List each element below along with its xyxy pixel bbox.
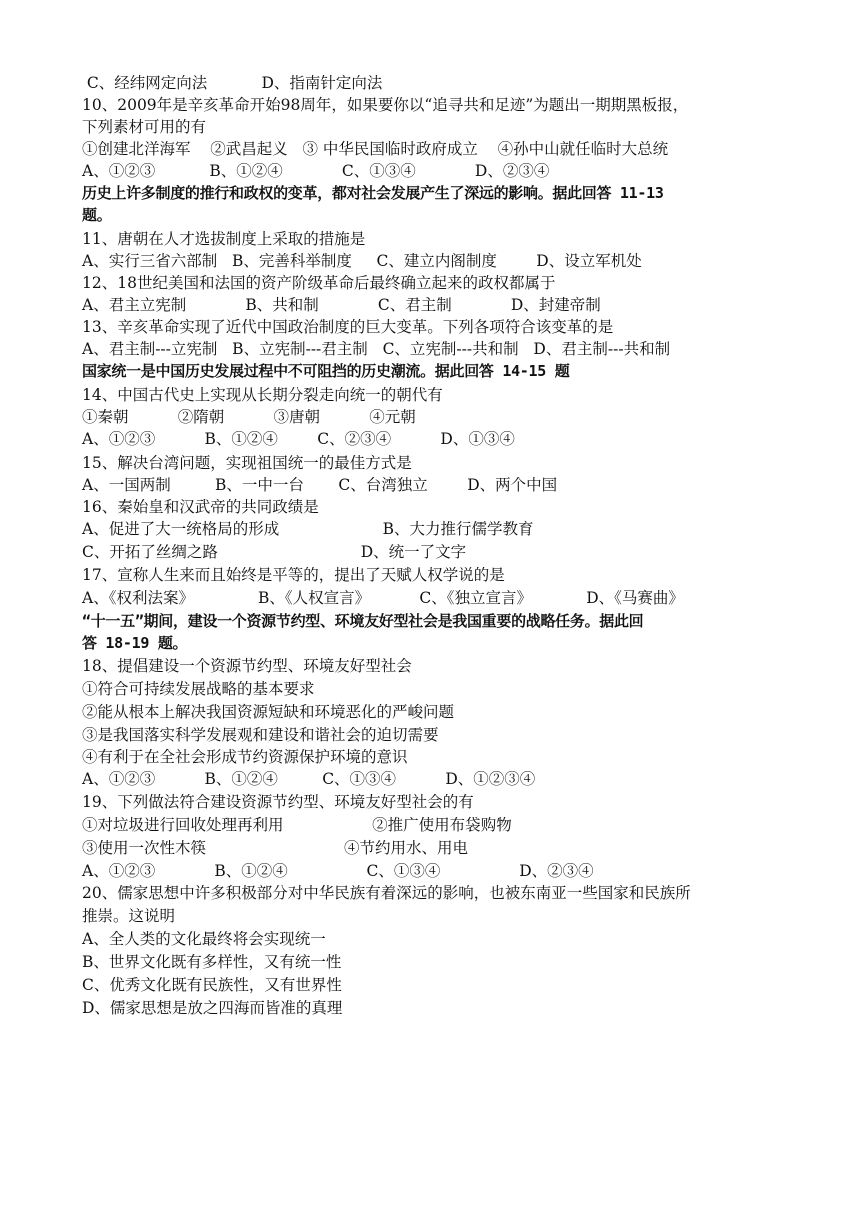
answer-option: A、全人类的文化最终将会实现统一	[82, 930, 326, 948]
question-19: 19、下列做法符合建设资源节约型、环境友好型社会的有	[82, 793, 474, 811]
question-16: 16、秦始皇和汉武帝的共同政绩是	[82, 498, 319, 516]
section-intro: “十一五”期间，建设一个资源节约型、环境友好型社会是我国重要的战略任务。据此回	[82, 612, 644, 630]
question-18: 18、提倡建设一个资源节约型、环境友好型社会	[82, 657, 412, 675]
text-line: 下列素材可用的有	[82, 118, 207, 136]
answer-options: A、一国两制 B、一中一台 C、台湾独立 D、两个中国	[82, 476, 558, 494]
answer-option: D、儒家思想是放之四海而皆准的真理	[82, 999, 343, 1017]
question-14: 14、中国古代史上实现从长期分裂走向统一的朝代有	[82, 386, 443, 404]
text-line: 推崇。这说明	[82, 907, 176, 925]
answer-options: C、开拓了丝绸之路 D、统一了文字	[82, 543, 467, 561]
question-10: 10、2009年是辛亥革命开始98周年，如果要你以“追寻共和足迹”为题出一期期黑板报，	[82, 96, 689, 114]
answer-options: A、促进了大一统格局的形成 B、大力推行儒学教育	[82, 520, 534, 538]
answer-options: A、实行三省六部制 B、完善科举制度 C、建立内阁制度 D、设立军机处	[82, 252, 642, 270]
text-line: ②能从根本上解决我国资源短缺和环境恶化的严峻问题	[82, 703, 455, 721]
answer-option: C、优秀文化既有民族性，又有世界性	[82, 976, 342, 994]
text-line: ①秦朝 ②隋朝 ③唐朝 ④元朝	[82, 408, 416, 426]
answer-options: A、①②③ B、①②④ C、①③④ D、②③④	[82, 862, 594, 880]
answer-options: A、君主立宪制 B、共和制 C、君主制 D、封建帝制	[82, 296, 601, 314]
question-15: 15、解决台湾问题，实现祖国统一的最佳方式是	[82, 454, 412, 472]
text-line: C、经纬网定向法 D、指南针定向法	[82, 74, 383, 92]
text-line: ③使用一次性木筷 ④节约用水、用电	[82, 839, 468, 857]
text-line: ④有利于在全社会形成节约资源保护环境的意识	[82, 748, 408, 766]
text-line: ①对垃圾进行回收处理再利用 ②推广使用布袋购物	[82, 816, 512, 834]
text-line: ③是我国落实科学发展观和建设和谐社会的迫切需要	[82, 726, 439, 744]
text-line: ①创建北洋海军 ②武昌起义 ③ 中华民国临时政府成立 ④孙中山就任临时大总统	[82, 140, 669, 158]
answer-options: A、①②③ B、①②④ C、①③④ D、①②③④	[82, 770, 536, 788]
answer-options: A、①②③ B、①②④ C、①③④ D、②③④	[82, 162, 550, 180]
question-20: 20、儒家思想中许多积极部分对中华民族有着深远的影响，也被东南亚一些国家和民族所	[82, 884, 691, 902]
answer-option: B、世界文化既有多样性，又有统一性	[82, 953, 342, 971]
answer-options: A、《权利法案》 B、《人权宣言》 C、《独立宣言》 D、《马赛曲》	[82, 589, 684, 607]
section-intro: 历史上许多制度的推行和政权的变革，都对社会发展产生了深远的影响。据此回答 11-13	[82, 184, 664, 202]
text-line: ①符合可持续发展战略的基本要求	[82, 680, 315, 698]
question-11: 11、唐朝在人才选拔制度上采取的措施是	[82, 230, 366, 248]
question-12: 12、18世纪美国和法国的资产阶级革命后最终确立起来的政权都属于	[82, 274, 556, 292]
section-intro: 题。	[82, 206, 112, 224]
section-intro: 答 18-19 题。	[82, 634, 188, 652]
answer-options: A、君主制---立宪制 B、立宪制---君主制 C、立宪制---共和制 D、君主制---共和制	[82, 340, 671, 358]
section-intro: 国家统一是中国历史发展过程中不可阻挡的历史潮流。据此回答 14-15 题	[82, 362, 570, 380]
question-13: 13、辛亥革命实现了近代中国政治制度的巨大变革。下列各项符合该变革的是	[82, 318, 614, 336]
answer-options: A、①②③ B、①②④ C、②③④ D、①③④	[82, 430, 515, 448]
question-17: 17、宣称人生来而且始终是平等的，提出了天赋人权学说的是	[82, 566, 505, 584]
